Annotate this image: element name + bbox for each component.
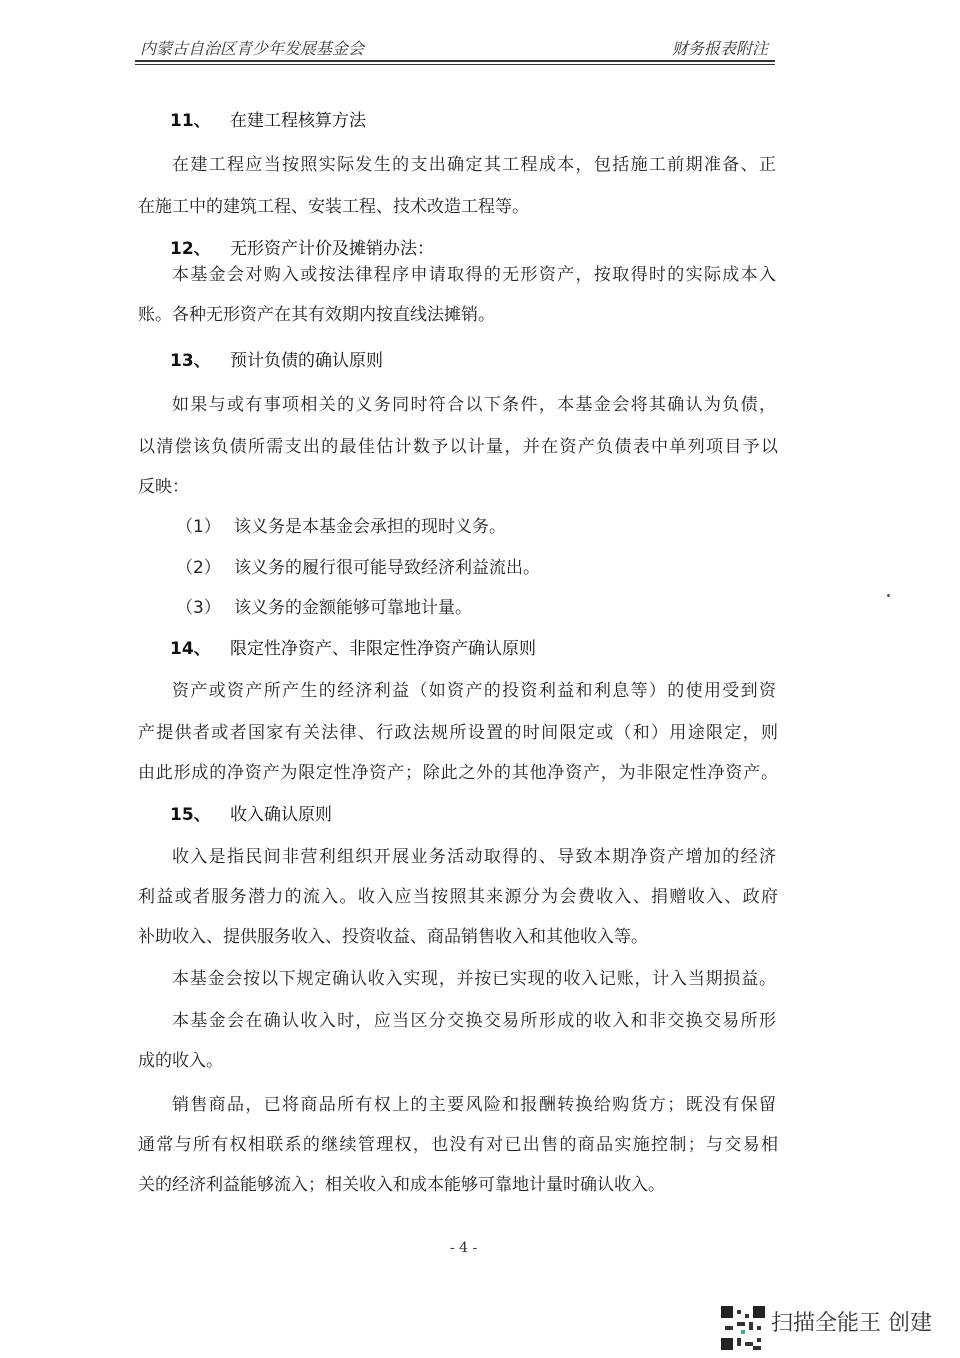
scan-speck: [887, 594, 890, 597]
paragraph-line: 成的收入。: [138, 1051, 223, 1071]
paragraph-line: 资产或资产所产生的经济利益（如资产的投资利益和利息等）的使用受到资: [172, 681, 776, 701]
section-14-heading: [170, 634, 536, 659]
list-marker: （3）: [176, 598, 221, 618]
section-number: 11、: [170, 111, 211, 131]
section-title: 收入确认原则: [230, 805, 332, 825]
section-12-heading: [170, 234, 434, 259]
list-marker: （1）: [176, 517, 221, 537]
qr-code-icon: [721, 1306, 765, 1350]
section-number: 13、: [170, 351, 211, 371]
header-organization: 内蒙古自治区青少年发展基金会: [140, 39, 365, 58]
paragraph-line: 本基金会在确认收入时，应当区分交换交易所形成的收入和非交换交易所形: [172, 1011, 776, 1031]
section-number: 12、: [170, 239, 211, 259]
paragraph-line: 关的经济利益能够流入；相关收入和成本能够可靠地计量时确认收入。: [138, 1175, 665, 1195]
paragraph-line: 产提供者或者国家有关法律、行政法规所设置的时间限定或（和）用途限定，则: [138, 723, 778, 743]
section-title: 预计负债的确认原则: [230, 351, 383, 371]
paragraph-line: 账。各种无形资产在其有效期内按直线法摊销。: [138, 305, 495, 325]
section-11-heading: [170, 106, 366, 131]
section-number: 15、: [170, 805, 211, 825]
section-13-heading: [170, 346, 383, 371]
paragraph-line: 利益或者服务潜力的流入。收入应当按照其来源分为会费收入、捐赠收入、政府: [138, 887, 778, 907]
paragraph-line: 在建工程应当按照实际发生的支出确定其工程成本，包括施工前期准备、正: [172, 155, 776, 175]
paragraph-line: 在施工中的建筑工程、安装工程、技术改造工程等。: [138, 197, 529, 217]
header-rule-thin: [135, 64, 775, 65]
list-item: [176, 553, 540, 578]
section-title: 无形资产计价及摊销办法：: [230, 239, 434, 259]
list-item: [176, 593, 472, 618]
header-rule: [135, 60, 775, 62]
paragraph-line: 如果与或有事项相关的义务同时符合以下条件，本基金会将其确认为负债，: [172, 395, 776, 415]
paragraph-line: 收入是指民间非营利组织开展业务活动取得的、导致本期净资产增加的经济: [172, 847, 776, 867]
paragraph-line: 以清偿该负债所需支出的最佳估计数予以计量，并在资产负债表中单列项目予以: [138, 437, 778, 457]
list-text: 该义务的金额能够可靠地计量。: [234, 598, 472, 618]
paragraph-line: 本基金会按以下规定确认收入实现，并按已实现的收入记账，计入当期损益。: [172, 969, 776, 989]
section-15-heading: [170, 800, 332, 825]
paragraph-line: 反映：: [138, 477, 189, 497]
section-number: 14、: [170, 639, 211, 659]
scanner-watermark: 扫描全能王 创建: [771, 1311, 932, 1336]
paragraph-line: 通常与所有权相联系的继续管理权，也没有对已出售的商品实施控制；与交易相: [138, 1135, 778, 1155]
list-marker: （2）: [176, 558, 221, 578]
list-text: 该义务的履行很可能导致经济利益流出。: [234, 558, 540, 578]
page-number: - 4 -: [450, 1240, 478, 1256]
paragraph-line: 本基金会对购入或按法律程序申请取得的无形资产，按取得时的实际成本入: [172, 265, 776, 285]
paragraph-line: 补助收入、提供服务收入、投资收益、商品销售收入和其他收入等。: [138, 927, 648, 947]
section-title: 在建工程核算方法: [230, 111, 366, 131]
list-text: 该义务是本基金会承担的现时义务。: [234, 517, 506, 537]
section-title: 限定性净资产、非限定性净资产确认原则: [230, 639, 536, 659]
paragraph-line: 销售商品，已将商品所有权上的主要风险和报酬转换给购货方；既没有保留: [172, 1095, 776, 1115]
list-item: [176, 512, 506, 537]
header-document-title: 财务报表附注: [672, 39, 769, 58]
paragraph-line: 由此形成的净资产为限定性净资产；除此之外的其他净资产，为非限定性净资产。: [138, 763, 778, 783]
